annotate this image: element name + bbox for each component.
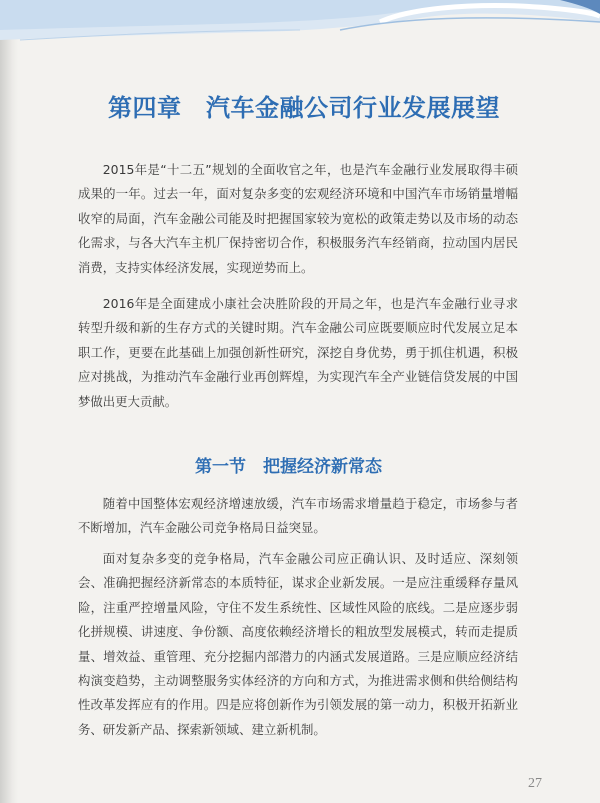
page-number: 27 [528,776,542,791]
intro-paragraph-2: 2016年是全面建成小康社会决胜阶段的开局之年，也是汽车金融行业寻求转型升级和新的生存方式的关键时期。汽车金融公司应既要顺应时代发展立足本职工作，更要在此基础上加强创新性研究，深挖自身优势，勇于抓住机遇，积极应对挑战，为推动汽车金融行业再创辉煌，为实现汽车全产业链信贷发展的中国梦做出更大贡献。 [78,296,518,409]
section-title: 第一节 把握经济新常态 [195,457,382,477]
section-paragraph-1: 随着中国整体宏观经济增速放缓，汽车市场需求增量趋于稳定，市场参与者不断增加，汽车金融公司竞争格局日益突显。 [78,496,518,536]
section-paragraph-2: 面对复杂多变的竞争格局，汽车金融公司应正确认识、及时适应、深刻领会、准确把握经济新常态的本质特征，谋求企业新发展。一是应注重缓释存量风险，注重严控增量风险，守住不发生系统性、区域性风险的底线。二是应逐步弱化拼规模、讲速度、争份额、高度依赖经济增长的粗放型发展模式，转而走提质量、增效益、重管理、充分挖掘内部潜力的内涵式发展道路。三是应顺应经济结构演变趋势，主动调整服务实体经济的方向和方式，为推进需求侧和供给侧结构性改革发挥应有的作用。四是应将创新作为引领发展的第一动力，积极开拓新业务、研发新产品、探索新领域、建立新机制。 [78,551,518,737]
header-car-banner-graphic [0,0,600,60]
chapter-title: 第四章 汽车金融公司行业发展展望 [108,94,500,122]
page-binding-shadow [0,0,18,803]
intro-paragraph-1: 2015年是“十二五”规划的全面收官之年，也是汽车金融行业发展取得丰硕成果的一年。过去一年，面对复杂多变的宏观经济环境和中国汽车市场销量增幅收窄的局面，汽车金融公司能及时把握国家较为宽松的政策走势以及市场的动态化需求，与各大汽车主机厂保持密切合作，积极服务汽车经销商，拉动国内居民消费，支持实体经济发展，实现逆势而上。 [78,162,518,275]
